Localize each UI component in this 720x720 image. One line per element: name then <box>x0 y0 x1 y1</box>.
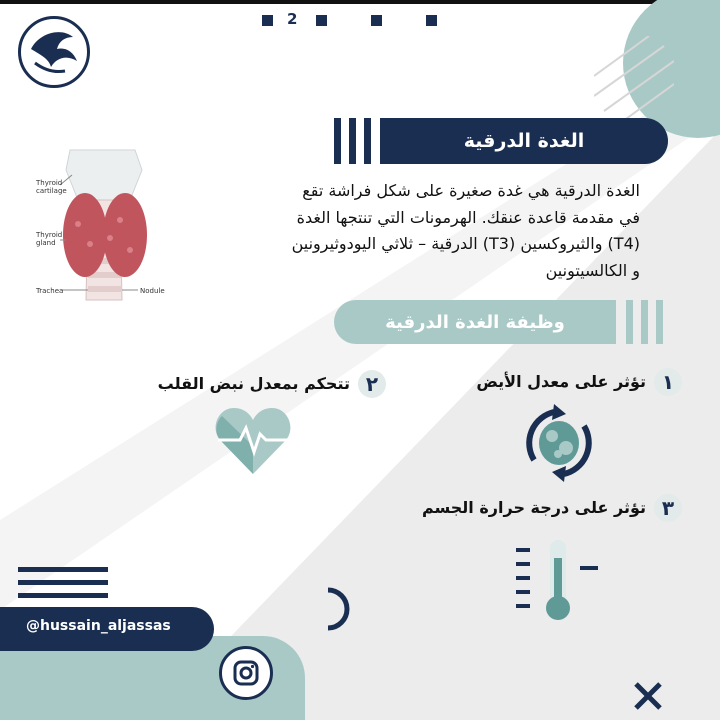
logo-emblem-icon <box>21 19 87 85</box>
function-label: تؤثر على معدل الأيض <box>476 372 646 391</box>
instagram-icon <box>232 659 260 687</box>
section-bar-accent <box>641 300 648 344</box>
brand-logo <box>18 16 90 88</box>
title-bar-accent <box>364 118 371 164</box>
title-bar-accent <box>349 118 356 164</box>
function-label: تؤثر على درجة حرارة الجسم <box>421 498 646 517</box>
decor-stripe <box>18 567 108 572</box>
function-number: ١ <box>654 368 682 396</box>
top-square <box>316 15 327 26</box>
title-banner <box>380 118 668 164</box>
top-border <box>0 0 720 4</box>
label-thyroid-gland: Thyroid gland <box>36 231 63 247</box>
section-title: وظيفة الغدة الدرقية <box>385 311 565 333</box>
decor-stripe <box>18 580 108 585</box>
top-square <box>426 15 437 26</box>
description-line: (T4) والثيروكسين (T3) الدرقية – ثلاثي اليودوثيرونين <box>291 234 640 253</box>
decor-hatch-lines <box>594 36 674 126</box>
page-number: 2 <box>287 10 298 28</box>
page-title: الغدة الدرقية <box>463 130 585 152</box>
function-number: ٣ <box>654 494 682 522</box>
section-bar-accent <box>626 300 633 344</box>
thermometer-icon <box>514 538 604 622</box>
description-line: في مقدمة قاعدة عنقك. الهرمونات التي تنتجها الغدة <box>296 207 640 227</box>
description-line: الغدة الدرقية هي غدة صغيرة على شكل فراشة تقع <box>302 181 640 200</box>
decor-arc <box>324 586 354 632</box>
instagram-button[interactable] <box>219 646 273 700</box>
label-nodule: Nodule <box>140 287 165 295</box>
title-bar-accent <box>334 118 341 164</box>
description-paragraph <box>220 178 640 284</box>
function-number: ٢ <box>358 370 386 398</box>
description-line: و الكالسيتونين <box>545 260 640 280</box>
label-trachea: Trachea <box>36 287 64 295</box>
metabolism-cycle-icon <box>514 398 604 488</box>
label-thyroid-cartilage: Thyroid cartilage <box>36 179 67 195</box>
top-square <box>262 15 273 26</box>
decor-x-mark <box>632 680 664 712</box>
social-handle[interactable]: @hussain_aljassas <box>26 618 171 634</box>
thyroid-illustration <box>30 140 180 310</box>
decor-stripe <box>18 593 108 598</box>
section-banner <box>334 300 616 344</box>
function-label: تتحكم بمعدل نبض القلب <box>157 374 350 393</box>
heart-pulse-icon <box>214 404 292 476</box>
section-bar-accent <box>656 300 663 344</box>
top-square <box>371 15 382 26</box>
